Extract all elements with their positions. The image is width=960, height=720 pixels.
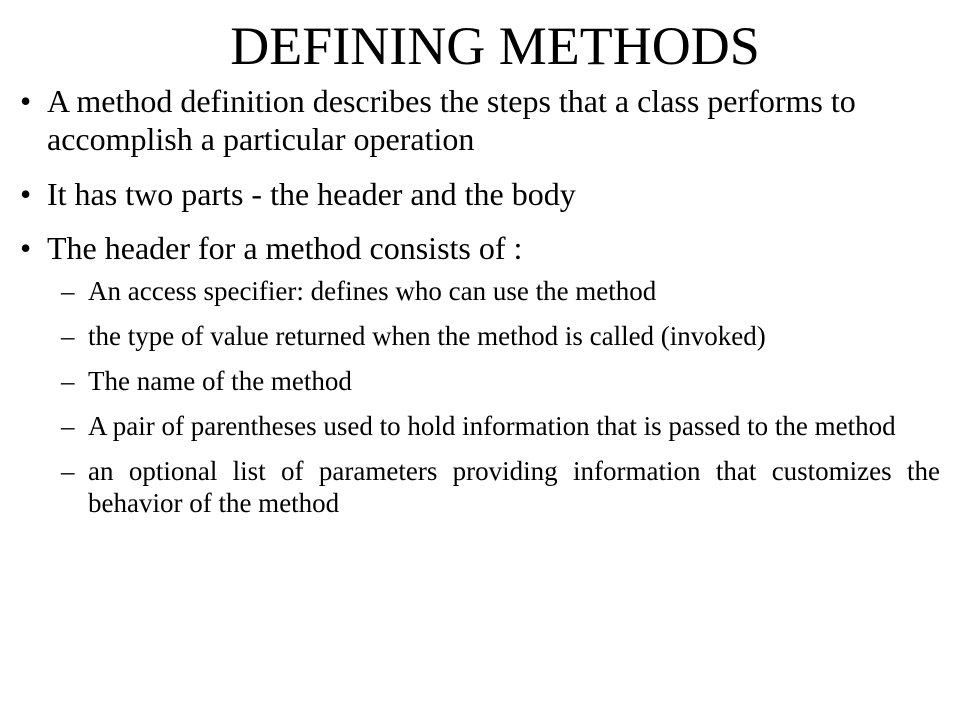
bullet-marker: •	[20, 230, 32, 266]
bullet-item	[20, 82, 940, 158]
sub-bullet-marker: –	[61, 456, 75, 486]
sub-bullet-item	[61, 275, 940, 307]
sub-bullet-text: the type of value returned when the method is called (invoked)	[88, 321, 766, 351]
sub-bullet-text: The name of the method	[88, 366, 352, 396]
sub-bullet-item	[61, 320, 940, 352]
sub-bullet-text: A pair of parentheses used to hold information that is passed to the method	[88, 411, 896, 441]
sub-bullet-item	[61, 365, 940, 397]
sub-bullet-list	[61, 275, 940, 519]
bullet-list	[20, 82, 940, 532]
bullet-item	[20, 229, 940, 267]
bullet-item	[20, 175, 940, 213]
sub-bullet-text: an optional list of parameters providing information that customizes the behavior of the method	[88, 456, 940, 518]
bullet-text: The header for a method consists of :	[47, 230, 523, 266]
bullet-text: It has two parts - the header and the body	[47, 176, 576, 212]
sub-bullet-marker: –	[61, 366, 75, 396]
bullet-marker: •	[20, 176, 32, 212]
sub-bullet-marker: –	[61, 276, 75, 306]
bullet-marker: •	[20, 83, 32, 119]
sub-bullet-text: An access specifier: defines who can use the method	[88, 276, 657, 306]
sub-bullet-item	[61, 455, 940, 519]
sub-bullet-marker: –	[61, 411, 75, 441]
bullet-text: A method definition describes the steps that a class performs to accomplish a particular operation	[47, 83, 856, 157]
slide-title: DEFINING METHODS	[230, 16, 760, 76]
sub-bullet-marker: –	[61, 321, 75, 351]
sub-bullet-item	[61, 410, 940, 442]
